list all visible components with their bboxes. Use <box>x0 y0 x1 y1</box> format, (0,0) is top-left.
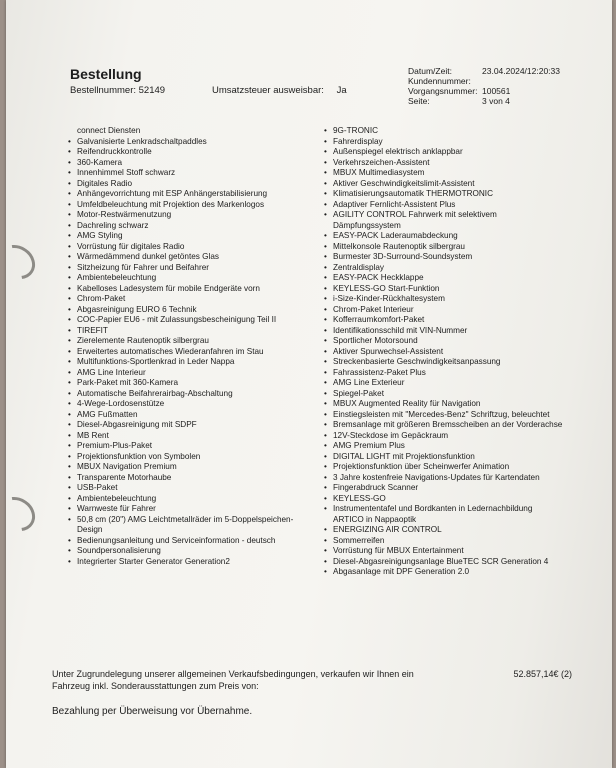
equipment-item-label: KEYLESS-GO <box>333 493 386 503</box>
equipment-item-label: Integrierter Starter Generator Generation2 <box>77 556 230 566</box>
equipment-item-label: Verkehrszeichen-Assistent <box>333 157 430 167</box>
bullet: • <box>324 388 327 398</box>
bullet: • <box>68 451 71 461</box>
equipment-item-label: MBUX Augmented Reality für Navigation <box>333 399 481 408</box>
equipment-item-label: AMG Fußmatten <box>77 409 138 419</box>
equipment-item-label: EASY-PACK Laderaumabdeckung <box>333 231 458 240</box>
equipment-item <box>68 326 308 337</box>
bullet: • <box>68 315 71 324</box>
bullet: • <box>324 241 327 251</box>
equipment-item-label: Sommerreifen <box>333 535 385 545</box>
equipment-item <box>324 525 564 536</box>
equipment-item-label: Automatische Beifahrerairbag-Abschaltung <box>77 388 233 398</box>
document-title: Bestellung <box>70 66 142 82</box>
sales-terms-text: Unter Zugrundelegung unserer allgemeinen Verkaufsbedingungen, verkaufen wir Ihnen ein Fahrzeug inkl. Sonderausstattungen zum Preis von: <box>52 669 414 691</box>
equipment-item-label: Außenspiegel elektrisch anklappbar <box>333 147 463 156</box>
bullet: • <box>324 304 327 314</box>
bullet: • <box>324 283 327 293</box>
equipment-item-label: Projektionsfunktion über Scheinwerfer Animation <box>333 462 510 471</box>
equipment-item-label: Aktiver Spurwechsel-Assistent <box>333 346 444 356</box>
bullet: • <box>324 556 327 566</box>
equipment-item-label: AMG Line Exterieur <box>333 378 405 387</box>
equipment-item-label: Kabelloses Ladesystem für mobile Endgeräte vorn <box>77 283 260 293</box>
equipment-item <box>324 368 564 379</box>
bullet: • <box>324 126 327 135</box>
equipment-item-label: connect Diensten <box>77 126 141 135</box>
equipment-item-label: Zierelemente Rautenoptik silbergrau <box>77 336 209 345</box>
equipment-item-label: Anhängevorrichtung mit ESP Anhängerstabilisierung <box>77 189 268 198</box>
equipment-item-label: Umfeldbeleuchtung mit Projektion des Markenlogos <box>77 199 265 209</box>
bullet: • <box>68 493 71 503</box>
vat-info <box>212 85 347 96</box>
equipment-item <box>68 231 308 242</box>
equipment-item-label: Abgasreinigung EURO 6 Technik <box>77 304 197 314</box>
bullet: • <box>68 147 71 156</box>
equipment-item-label: AGILITY CONTROL Fahrwerk mit selektivem Dämpfungssystem <box>333 210 497 230</box>
equipment-item-label: Identifikationsschild mit VIN-Nummer <box>333 325 468 335</box>
meta-value: 23.04.2024/12:20:33 <box>482 66 560 76</box>
bullet: • <box>68 357 71 366</box>
equipment-item <box>324 210 564 231</box>
meta-key: Seite: <box>408 96 430 106</box>
equipment-item <box>68 431 308 442</box>
order-number: Bestellnummer: 52149 <box>70 85 166 96</box>
bullet: • <box>68 210 71 219</box>
equipment-item-label: Klimatisierungsautomatik THERMOTRONIC <box>333 189 493 198</box>
equipment-item <box>324 441 564 452</box>
equipment-item <box>68 483 308 494</box>
equipment-item <box>324 126 564 137</box>
bullet: • <box>324 336 327 345</box>
equipment-item <box>324 410 564 421</box>
meta-row <box>408 66 560 76</box>
bullet: • <box>324 325 327 335</box>
equipment-item <box>68 210 308 221</box>
bullet: • <box>68 157 71 167</box>
equipment-item <box>324 242 564 253</box>
bullet: • <box>324 441 327 450</box>
bullet: • <box>324 262 327 272</box>
equipment-list-right <box>324 126 564 578</box>
equipment-item <box>324 483 564 494</box>
equipment-item <box>68 305 308 316</box>
bullet: • <box>324 451 327 461</box>
equipment-item <box>324 357 564 368</box>
equipment-item <box>324 462 564 473</box>
equipment-item-label: AMG Line Interieur <box>77 367 146 377</box>
equipment-item <box>324 158 564 169</box>
equipment-item-label: Fahrassistenz-Paket Plus <box>333 367 426 377</box>
equipment-item <box>324 315 564 326</box>
document-meta <box>408 66 560 106</box>
equipment-item <box>68 368 308 379</box>
bullet: • <box>324 525 327 534</box>
equipment-item <box>324 567 564 578</box>
equipment-item <box>68 189 308 200</box>
equipment-item-label: Ambientebeleuchtung <box>77 273 157 282</box>
equipment-item <box>324 147 564 158</box>
meta-row <box>408 96 560 106</box>
bullet: • <box>68 220 71 230</box>
equipment-item <box>68 536 308 547</box>
bullet: • <box>324 315 327 324</box>
equipment-item-label: 3 Jahre kostenfreie Navigations-Updates für Kartendaten <box>333 472 540 482</box>
equipment-item-label: DIGITAL LIGHT mit Projektionsfunktion <box>333 451 475 461</box>
meta-row <box>408 86 560 96</box>
equipment-item <box>68 147 308 158</box>
bullet: • <box>68 231 71 240</box>
equipment-item-label: Burmester 3D-Surround-Soundsystem <box>333 252 473 261</box>
meta-key: Datum/Zeit: <box>408 66 452 76</box>
equipment-item-label: Fahrerdisplay <box>333 136 383 146</box>
bullet: • <box>324 294 327 303</box>
bullet: • <box>324 493 327 503</box>
equipment-item-label: Vorrüstung für MBUX Entertainment <box>333 546 464 555</box>
bullet: • <box>324 462 327 471</box>
equipment-item-label: Sitzheizung für Fahrer und Beifahrer <box>77 262 209 272</box>
equipment-item <box>324 389 564 400</box>
bullet: • <box>324 483 327 492</box>
equipment-item-label: Ambientebeleuchtung <box>77 493 157 503</box>
equipment-item-label: AMG Premium Plus <box>333 441 405 450</box>
bullet: • <box>68 546 71 555</box>
bullet: • <box>324 178 327 188</box>
equipment-item <box>68 494 308 505</box>
equipment-item <box>324 504 564 525</box>
bullet: • <box>68 556 71 566</box>
bullet: • <box>324 346 327 356</box>
equipment-item <box>324 252 564 263</box>
equipment-item-label: Wärmedämmend dunkel getöntes Glas <box>77 252 219 261</box>
equipment-item-label: 4-Wege-Lordosenstütze <box>77 399 165 408</box>
equipment-item-label: USB-Paket <box>77 483 118 492</box>
bullet: • <box>324 231 327 240</box>
equipment-item <box>324 494 564 505</box>
bullet: • <box>68 283 71 293</box>
bullet: • <box>324 252 327 261</box>
bullet: • <box>324 189 327 198</box>
equipment-item-label: Instrumententafel und Bordkanten in Ledernachbildung ARTICO in Nappaoptik <box>333 504 533 524</box>
equipment-item-label: TIREFIT <box>77 325 108 335</box>
equipment-item-label: Bedienungsanleitung und Serviceinformation - deutsch <box>77 535 276 545</box>
bullet: • <box>324 147 327 156</box>
bullet: • <box>68 472 71 482</box>
equipment-item <box>68 410 308 421</box>
payment-terms: Bezahlung per Überweisung vor Übernahme. <box>52 706 253 717</box>
equipment-item <box>68 252 308 263</box>
bullet: • <box>68 514 71 524</box>
equipment-item-label: Sportlicher Motorsound <box>333 336 418 345</box>
bullet: • <box>324 210 327 219</box>
bullet: • <box>68 504 71 513</box>
equipment-item-label: Erweitertes automatisches Wiederanfahren im Stau <box>77 346 264 356</box>
equipment-item-label: MBUX Navigation Premium <box>77 462 177 471</box>
bullet: • <box>68 399 71 408</box>
bullet: • <box>68 462 71 471</box>
equipment-item <box>68 462 308 473</box>
equipment-item <box>68 294 308 305</box>
equipment-item <box>324 294 564 305</box>
bullet: • <box>324 567 327 576</box>
equipment-item <box>68 336 308 347</box>
equipment-item <box>68 378 308 389</box>
bullet: • <box>68 346 71 356</box>
bullet: • <box>324 409 327 419</box>
equipment-item <box>324 189 564 200</box>
bullet: • <box>324 273 327 282</box>
equipment-item-label: Projektionsfunktion von Symbolen <box>77 451 201 461</box>
equipment-item <box>68 347 308 358</box>
bullet: • <box>68 535 71 545</box>
equipment-item-label: Innenhimmel Stoff schwarz <box>77 168 176 177</box>
equipment-item-label: Chrom-Paket <box>77 294 126 303</box>
equipment-item <box>68 242 308 253</box>
bullet: • <box>68 273 71 282</box>
meta-row <box>408 76 560 86</box>
equipment-item <box>68 452 308 463</box>
equipment-item-label: Bremsanlage mit größeren Bremsscheiben an der Vorderachse <box>333 420 563 429</box>
equipment-item <box>324 168 564 179</box>
bullet: • <box>324 546 327 555</box>
bullet: • <box>68 262 71 272</box>
equipment-item <box>324 284 564 295</box>
equipment-item-label: Kofferraumkomfort-Paket <box>333 315 425 324</box>
equipment-item <box>324 200 564 211</box>
meta-value: 100561 <box>482 86 511 96</box>
bullet: • <box>68 441 71 450</box>
bullet: • <box>68 189 71 198</box>
bullet: • <box>68 241 71 251</box>
equipment-item <box>324 473 564 484</box>
equipment-item <box>324 231 564 242</box>
binder-ring <box>0 238 42 286</box>
equipment-item-label: Diesel-Abgasreinigungsanlage BlueTEC SCR Generation 4 <box>333 556 549 566</box>
equipment-item <box>68 473 308 484</box>
equipment-item <box>68 200 308 211</box>
bullet: • <box>68 367 71 377</box>
bullet: • <box>68 199 71 209</box>
equipment-item-label: MBUX Multimediasystem <box>333 168 425 177</box>
equipment-item <box>324 378 564 389</box>
equipment-item <box>324 399 564 410</box>
equipment-item <box>68 389 308 400</box>
equipment-item <box>324 347 564 358</box>
equipment-item <box>324 263 564 274</box>
bullet: • <box>324 535 327 545</box>
bullet: • <box>68 409 71 419</box>
bullet: • <box>68 304 71 314</box>
equipment-item-label: COC-Papier EU6 - mit Zulassungsbescheinigung Teil II <box>77 315 277 324</box>
bullet: • <box>324 472 327 482</box>
equipment-item-label: Vorrüstung für digitales Radio <box>77 241 185 251</box>
bullet: • <box>68 178 71 188</box>
equipment-item <box>324 420 564 431</box>
equipment-item <box>68 420 308 431</box>
equipment-item <box>68 168 308 179</box>
equipment-item <box>324 546 564 557</box>
bullet: • <box>68 168 71 177</box>
bullet: • <box>324 199 327 209</box>
equipment-item <box>324 452 564 463</box>
bullet: • <box>68 378 71 387</box>
equipment-item-label: Galvanisierte Lenkradschaltpaddles <box>77 136 207 146</box>
bullet: • <box>68 294 71 303</box>
equipment-item-label: 360-Kamera <box>77 157 123 167</box>
equipment-item-label: KEYLESS-GO Start-Funktion <box>333 283 440 293</box>
equipment-item <box>68 357 308 368</box>
total-price: 52.857,14€ (2) <box>513 669 572 679</box>
equipment-item <box>68 515 308 536</box>
equipment-item-label: AMG Styling <box>77 231 123 240</box>
bullet: • <box>324 357 327 366</box>
equipment-item-label: Chrom-Paket Interieur <box>333 304 414 314</box>
bullet: • <box>68 325 71 335</box>
equipment-list-left <box>68 126 308 567</box>
equipment-item-label: Soundpersonalisierung <box>77 546 161 555</box>
equipment-item <box>324 326 564 337</box>
equipment-item-label: EASY-PACK Heckklappe <box>333 273 424 282</box>
equipment-item <box>68 221 308 232</box>
bullet: • <box>324 367 327 377</box>
equipment-item <box>68 137 308 148</box>
meta-value: 3 von 4 <box>482 96 510 106</box>
equipment-item-label: 12V-Steckdose im Gepäckraum <box>333 430 449 440</box>
equipment-item-label: Adaptiver Fernlicht-Assistent Plus <box>333 199 456 209</box>
equipment-item-label: Reifendruckkontrolle <box>77 147 152 156</box>
meta-key: Vorgangsnummer: <box>408 86 478 96</box>
equipment-item <box>324 336 564 347</box>
bullet: • <box>324 504 327 513</box>
equipment-item-label: Abgasanlage mit DPF Generation 2.0 <box>333 567 470 576</box>
equipment-item <box>324 305 564 316</box>
equipment-item-label: Transparente Motorhaube <box>77 472 172 482</box>
equipment-item-label: Warnweste für Fahrer <box>77 504 156 513</box>
equipment-item <box>68 315 308 326</box>
bullet: • <box>68 336 71 345</box>
equipment-item <box>68 399 308 410</box>
document-page <box>6 0 612 768</box>
equipment-item <box>68 546 308 557</box>
equipment-item-label: Zentraldisplay <box>333 262 384 272</box>
bullet: • <box>68 420 71 429</box>
vat-label: Umsatzsteuer ausweisbar: <box>212 85 324 96</box>
bullet: • <box>324 430 327 440</box>
equipment-item-label: Spiegel-Paket <box>333 388 384 398</box>
bullet: • <box>324 420 327 429</box>
equipment-item-label: i-Size-Kinder-Rückhaltesystem <box>333 294 445 303</box>
equipment-item-label: Einstiegsleisten mit "Mercedes-Benz" Schriftzug, beleuchtet <box>333 409 550 419</box>
equipment-item-label: Multifunktions-Sportlenkrad in Leder Nappa <box>77 357 235 366</box>
equipment-item-label: Streckenbasierte Geschwindigkeitsanpassung <box>333 357 501 366</box>
equipment-item-label: 9G-TRONIC <box>333 126 379 135</box>
equipment-item-label: Aktiver Geschwindigkeitslimit-Assistent <box>333 178 475 188</box>
equipment-item <box>324 557 564 568</box>
equipment-item <box>68 179 308 190</box>
equipment-item-label: MB Rent <box>77 430 109 440</box>
equipment-item <box>68 263 308 274</box>
equipment-item-label: ENERGIZING AIR CONTROL <box>333 525 442 534</box>
equipment-item <box>68 504 308 515</box>
bullet: • <box>324 157 327 167</box>
equipment-item <box>68 557 308 568</box>
equipment-item-label: 50,8 cm (20") AMG Leichtmetallräder im 5-Doppelspeichen-Design <box>77 514 294 534</box>
price-statement <box>52 668 572 692</box>
equipment-item-label: Premium-Plus-Paket <box>77 441 153 450</box>
equipment-item-label: Fingerabdruck Scanner <box>333 483 419 492</box>
equipment-item-label: Dachreling schwarz <box>77 220 149 230</box>
equipment-item <box>324 137 564 148</box>
equipment-item-label: Digitales Radio <box>77 178 133 188</box>
bullet: • <box>68 252 71 261</box>
equipment-item-label: Motor-Restwärmenutzung <box>77 210 172 219</box>
equipment-item <box>324 431 564 442</box>
equipment-item-label: Diesel-Abgasreinigung mit SDPF <box>77 420 197 429</box>
equipment-item <box>324 273 564 284</box>
equipment-item <box>68 158 308 169</box>
equipment-item-label: Park-Paket mit 360-Kamera <box>77 378 179 387</box>
meta-key: Kundennummer: <box>408 76 471 86</box>
equipment-item <box>68 441 308 452</box>
bullet: • <box>324 136 327 146</box>
vat-value: Ja <box>336 85 347 96</box>
equipment-item <box>324 536 564 547</box>
equipment-item <box>324 179 564 190</box>
bullet: • <box>324 378 327 387</box>
bullet: • <box>68 430 71 440</box>
equipment-item <box>68 273 308 284</box>
bullet: • <box>68 136 71 146</box>
equipment-item-label: Mittelkonsole Rautenoptik silbergrau <box>333 241 465 251</box>
bullet: • <box>68 388 71 398</box>
bullet: • <box>324 399 327 408</box>
bullet: • <box>68 483 71 492</box>
equipment-item <box>68 284 308 295</box>
equipment-item <box>68 126 308 137</box>
bullet: • <box>324 168 327 177</box>
binder-ring <box>0 490 42 538</box>
